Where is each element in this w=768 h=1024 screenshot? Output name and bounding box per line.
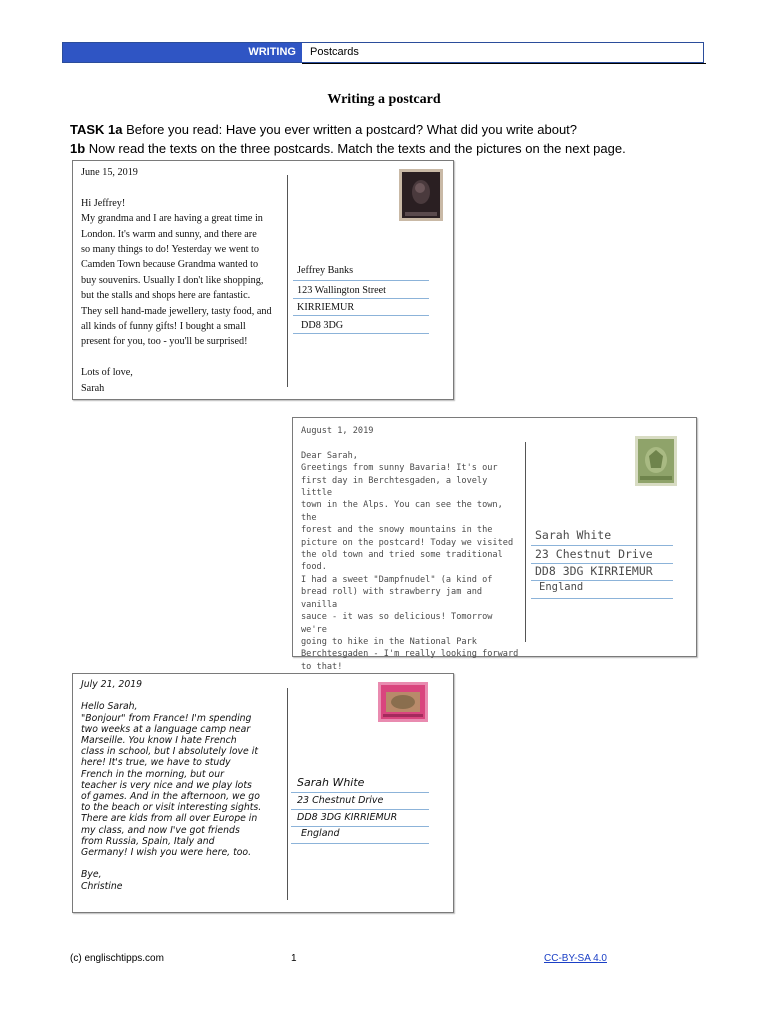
address-line-4: England bbox=[539, 581, 584, 593]
postcard-message: July 21, 2019 Hello Sarah, "Bonjour" from France! I'm spending two weeks at a language camp near Marseille. You know I hate French class in school, but I absolutely love it here! It's true, we have to study French in the morning, but our teacher is very nice and we play lots of games. And in the afternoon, we go to the beach or visit interesting sights. There are kids from all over Europe in my class, and now I've got friends from Russia, Spain, Italy and Germany! I wish you were here, too. Bye, Christine bbox=[81, 679, 262, 892]
address-rule bbox=[293, 280, 429, 281]
address-line-2: 23 Chestnut Drive bbox=[297, 795, 384, 806]
license-link[interactable]: CC-BY-SA 4.0 bbox=[544, 953, 607, 964]
postcard-france bbox=[72, 673, 454, 913]
address-rule bbox=[293, 333, 429, 334]
footer-copyright: (c) englischtipps.com bbox=[70, 953, 164, 964]
address-rule bbox=[291, 843, 429, 844]
postcard-message: June 15, 2019 Hi Jeffrey! My grandma and I are having a great time in London. It's warm and sunny, and there are so many things to do! Yesterday we went to Camden Town because Grandma wanted to buy souvenirs. Usually I don't like shopping, but the stalls and shops here are fantastic. They sell hand-made jewellery, tasty food, and all kinds of funny gifts! I bought a small present for you, too - you'll be surprised! Lots of love, Sarah bbox=[81, 167, 272, 394]
stamp-image bbox=[378, 682, 428, 722]
address-line-3: KIRRIEMUR bbox=[297, 302, 355, 313]
task-1a bbox=[70, 122, 577, 137]
address-rule bbox=[531, 545, 673, 546]
stamp-image bbox=[399, 169, 443, 221]
postcard-divider bbox=[287, 175, 288, 387]
address-rule bbox=[293, 298, 429, 299]
address-line-3: DD8 3DG KIRRIEMUR bbox=[535, 564, 653, 578]
page-title: Writing a postcard bbox=[327, 92, 441, 107]
footer-page-number: 1 bbox=[291, 953, 297, 964]
task-1b-label: 1b bbox=[70, 141, 86, 156]
stamp-image bbox=[635, 436, 677, 486]
task-1a-label: TASK 1a bbox=[70, 122, 123, 137]
task-1b-text: Now read the texts on the three postcards. Match the texts and the pictures on the next page. bbox=[85, 141, 626, 156]
address-line-1: Jeffrey Banks bbox=[297, 265, 354, 276]
address-rule bbox=[291, 826, 429, 827]
task-1b bbox=[70, 141, 626, 156]
address-line-3: DD8 3DG KIRRIEMUR bbox=[297, 812, 398, 823]
address-line-1: Sarah White bbox=[297, 776, 365, 789]
header-rule bbox=[302, 63, 706, 64]
address-rule bbox=[293, 315, 429, 316]
address-rule bbox=[291, 792, 429, 793]
postcard-message: August 1, 2019 Dear Sarah, Greetings from sunny Bavaria! It's our first day in Berchtesgaden, a lovely little town in the Alps. You can see the town, the forest and the snowy mountains in the picture on the postcard! Today we visited the old town and tried some traditional food. I had a sweet "Dampfnudel" (a kind of bread roll) with strawberry jam and vanilla sauce - it was so delicious! Tomorrow we're going to hike in the National Park Berchtesgaden - I'm really looking forward to that! bbox=[301, 426, 519, 672]
address-line-1: Sarah White bbox=[535, 528, 612, 542]
address-rule bbox=[291, 809, 429, 810]
postcard-bavaria bbox=[292, 417, 697, 672]
address-line-2: 123 Wallington Street bbox=[297, 285, 386, 296]
section-tag: WRITING bbox=[63, 43, 302, 62]
postcard-divider bbox=[525, 442, 526, 642]
address-line-4: DD8 3DG bbox=[301, 320, 344, 331]
address-rule bbox=[531, 598, 673, 599]
header-subtitle: Postcards bbox=[310, 46, 359, 58]
address-line-4: England bbox=[301, 828, 340, 839]
postcard-london bbox=[72, 160, 454, 400]
task-1a-text: Before you read: Have you ever written a postcard? What did you write about? bbox=[122, 122, 578, 137]
postcard-divider bbox=[287, 688, 288, 900]
address-line-2: 23 Chestnut Drive bbox=[535, 547, 653, 561]
